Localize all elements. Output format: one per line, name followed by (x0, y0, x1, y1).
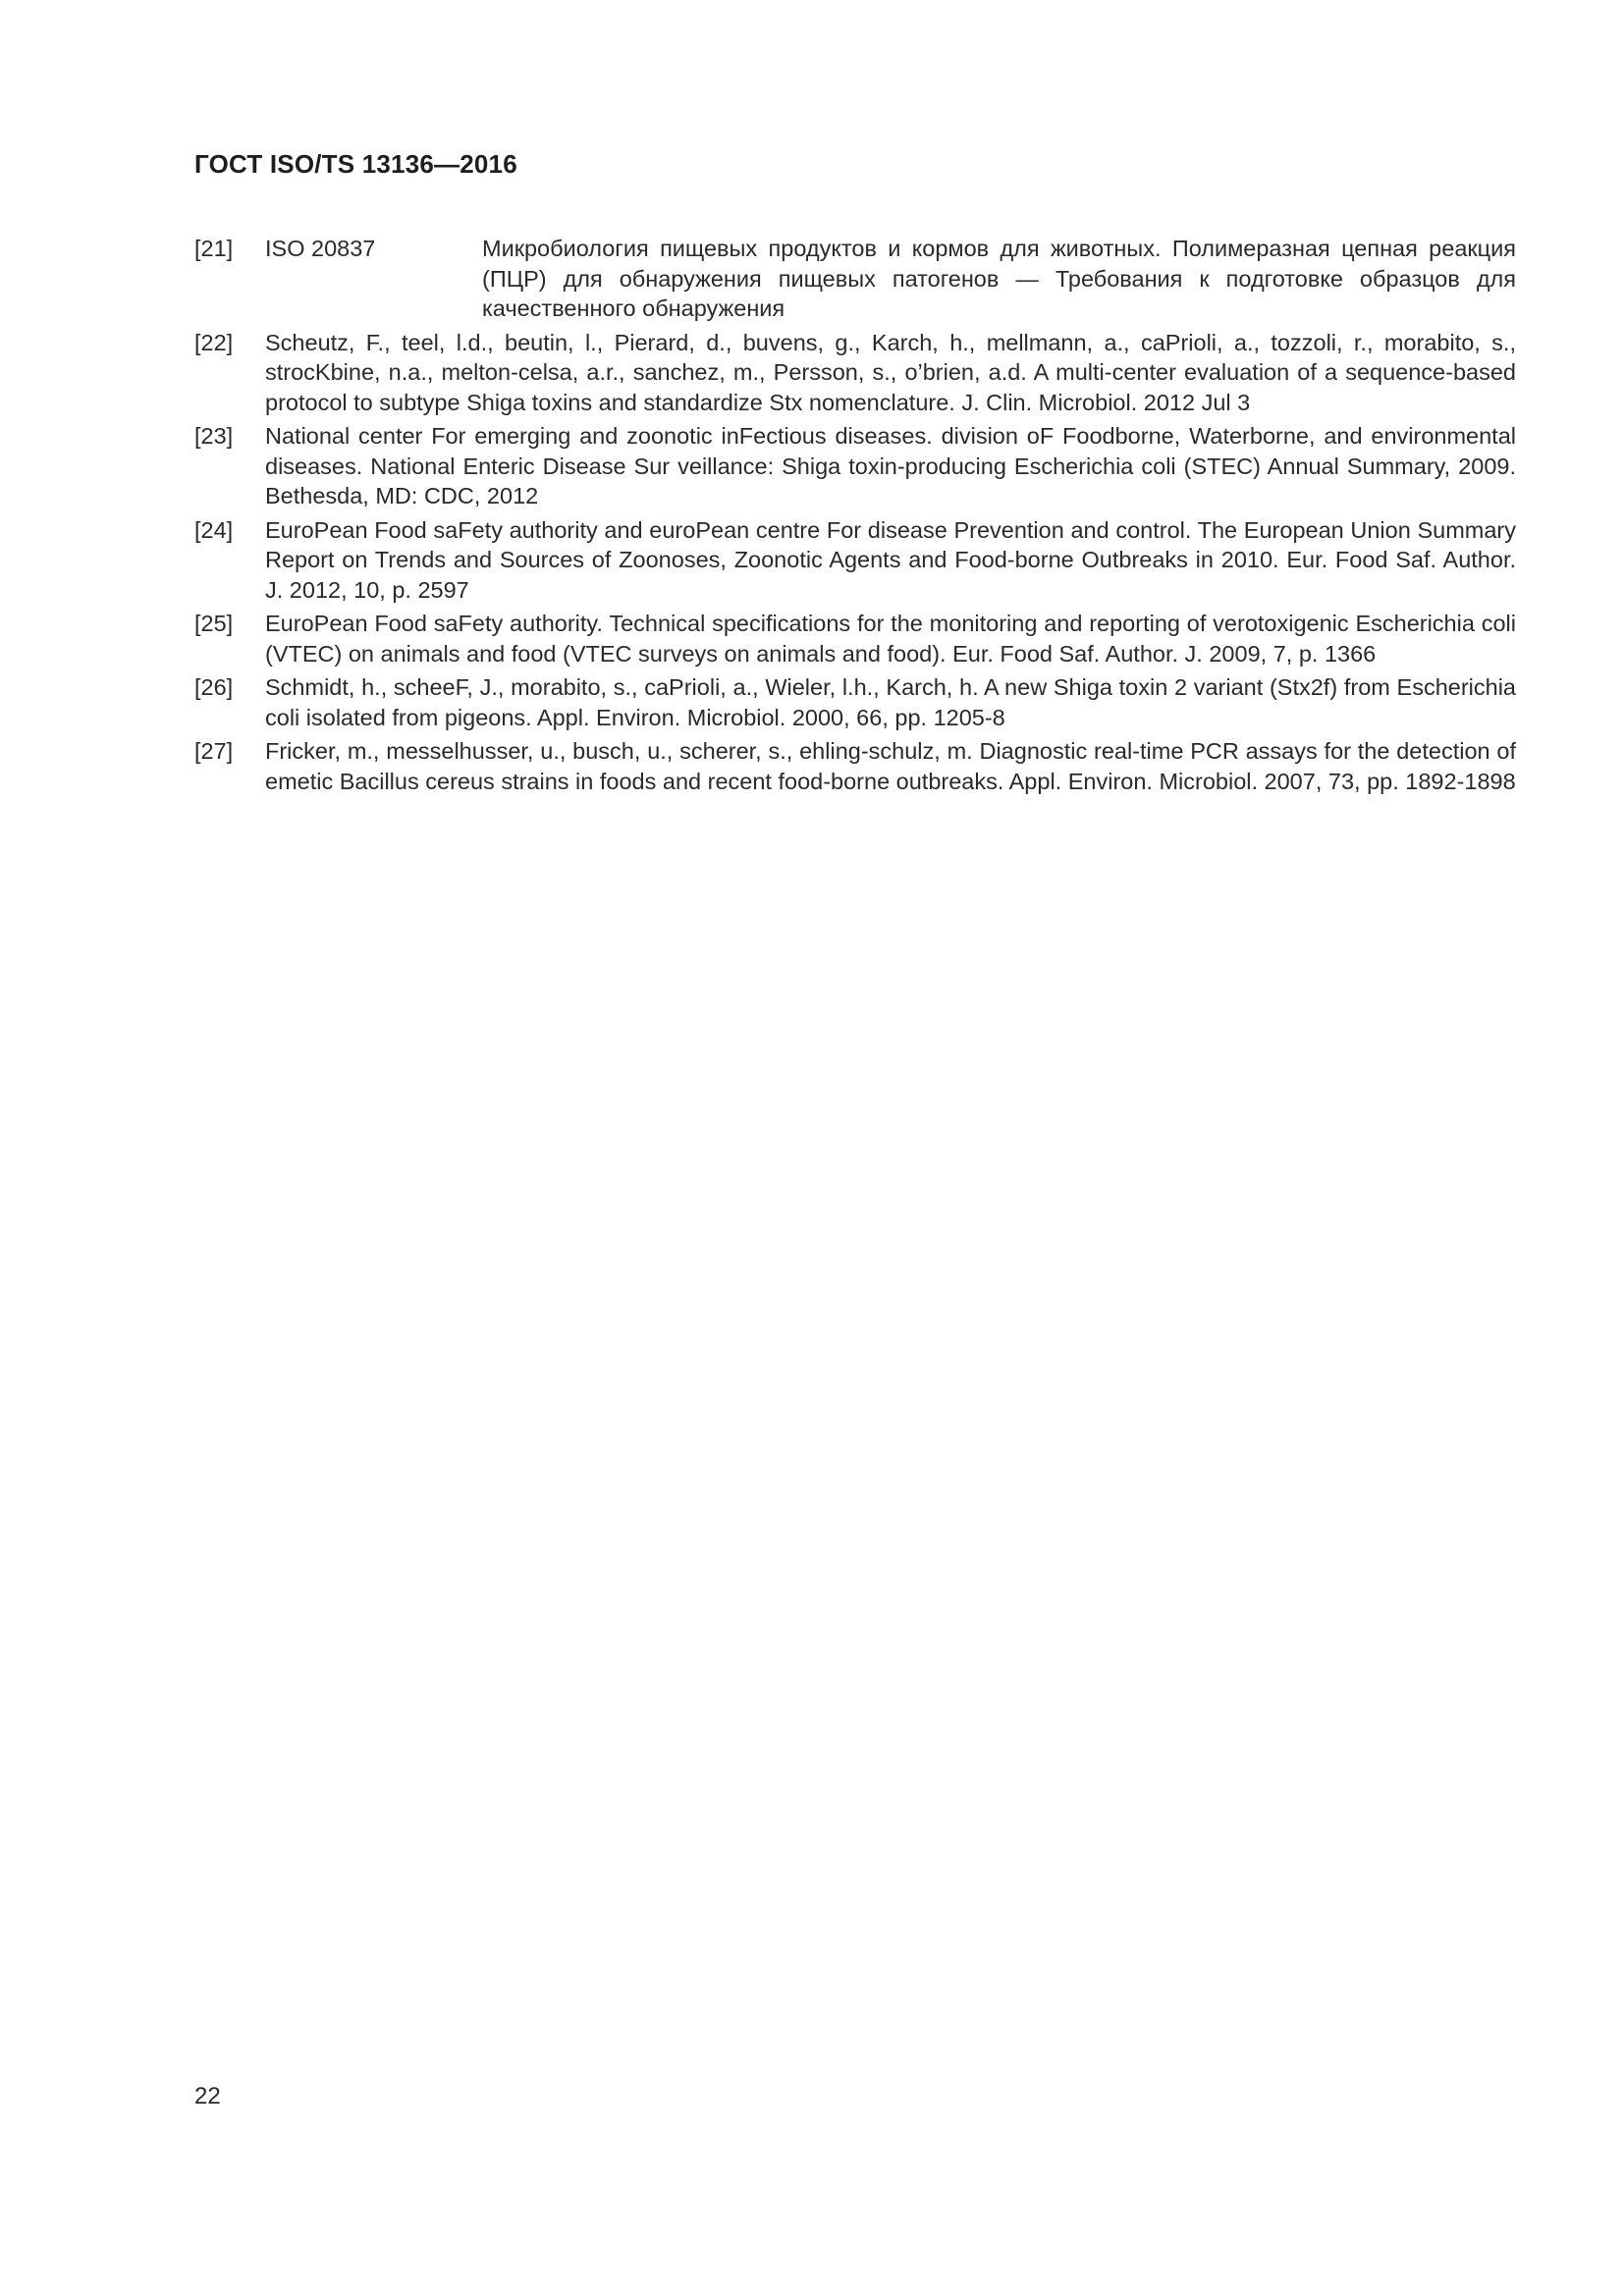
reference-item (194, 672, 1516, 732)
reference-item (194, 736, 1516, 796)
reference-number: [21] (194, 236, 234, 261)
reference-text: EuroPean Food saFety authority and euroPean centre For disease Prevention and control. The European Union Summary Report on Trends and Sources of Zoonoses, Zoonotic Agents and Food-borne Outbreaks in 2010. Eur. Food Saf. Author. J. 2012, 10, p. 2597 (265, 516, 1516, 603)
reference-number: [23] (194, 423, 234, 449)
reference-item (194, 421, 1516, 511)
reference-text: Scheutz, F., teel, l.d., beutin, l., Pierard, d., buvens, g., Karch, h., mellmann, a., caPrioli, a., tozzoli, r., morabito, s., strocKbine, n.a., melton-celsa, a.r., sanchez, m., Persson, s., o’brien, a.d. A multi-center evaluation of a sequence-based protocol to subtype Shiga toxins and standardize Stx nomenclature. J. Clin. Microbiol. 2012 Jul 3 (265, 329, 1516, 415)
reference-number: [25] (194, 611, 234, 636)
reference-item (194, 234, 1516, 324)
page-number: 22 (194, 2083, 221, 2109)
reference-text: Fricker, m., messelhusser, u., busch, u., scherer, s., ehling-schulz, m. Diagnostic real-time PCR assays for the detection of emetic Bacillus cereus strains in foods and recent food-borne outbreaks. Appl. Environ. Microbiol. 2007, 73, pp. 1892-1898 (265, 738, 1516, 794)
reference-text: EuroPean Food saFety authority. Technical specifications for the monitoring and reporting of verotoxigenic Escherichia coli (VTEC) on animals and food (VTEC surveys on animals and food). Eur. Food Saf. Author. J. 2009, 7, p. 1366 (265, 611, 1516, 667)
reference-text: Schmidt, h., scheeF, J., morabito, s., caPrioli, a., Wieler, l.h., Karch, h. A new Shiga toxin 2 variant (Stx2f) from Escherichia coli isolated from pigeons. Appl. Environ. Microbiol. 2000, 66, pp. 1205-8 (265, 674, 1516, 730)
reference-text: Микробиология пищевых продуктов и кормов для животных. Полимеразная цепная реакция (ПЦР) для обнаружения пищевых патогенов — Требования к подготовке образцов для качественного обнаружения (482, 236, 1516, 321)
reference-code: ISO 20837 (265, 236, 376, 261)
reference-number: [26] (194, 674, 234, 700)
document-header-title: ГОСТ ISO/TS 13136—2016 (194, 149, 517, 179)
reference-item (194, 328, 1516, 418)
reference-number: [22] (194, 329, 234, 355)
reference-number: [24] (194, 516, 234, 543)
reference-number: [27] (194, 738, 234, 764)
reference-item (194, 515, 1516, 606)
reference-item (194, 609, 1516, 668)
bibliography-list (194, 234, 1516, 800)
reference-text: National center For emerging and zoonotic inFectious diseases. division oF Foodborne, Waterborne, and environmental diseases. National Enteric Disease Sur veillance: Shiga toxin-producing Escherichia coli (STEC) Annual Summary, 2009. Bethesda, MD: CDC, 2012 (265, 423, 1516, 508)
